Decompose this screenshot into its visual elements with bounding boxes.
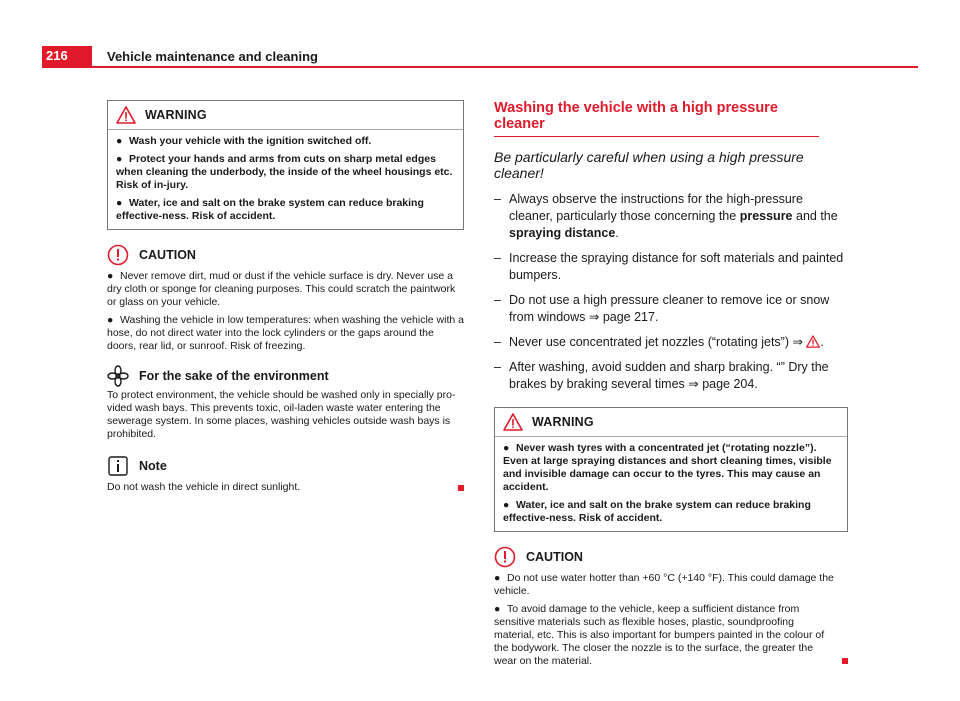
- environment-header: [107, 365, 464, 387]
- warning-body: [108, 130, 463, 229]
- caution-item: ● To avoid damage to the vehicle, keep a sufficient distance from sensitive materials such as flexible hoses, plastic, soundproofing material, etc. This is also important for bumpers painted in the colour of the bodywork. The closer the nozzle is to the surface, the greater the wear on the material.: [494, 603, 848, 668]
- caution-item: ● Do not use water hotter than +60 °C (+140 °F). This could damage the vehicle.: [494, 572, 834, 597]
- warning-item: ● Never wash tyres with a concentrated jet (“rotating nozzle”). Even at large spraying distances and short cleaning times, visible and invisible damage can occur to the tyres. This may cause an accident.: [503, 442, 832, 493]
- bullet: ●: [494, 603, 501, 615]
- right-column: [494, 100, 848, 673]
- caution-header: [107, 244, 464, 266]
- caution-title: CAUTION: [526, 550, 583, 564]
- instruction-step: – Increase the spraying distance for soft materials and painted bumpers.: [494, 251, 844, 282]
- warning-title: WARNING: [532, 415, 594, 429]
- warning-item: ● Wash your vehicle with the ignition switched off.: [116, 135, 372, 147]
- note-header: [107, 455, 464, 477]
- bullet: ●: [107, 314, 114, 326]
- warning-reference-icon[interactable]: [806, 335, 820, 348]
- section-subtitle: Be particularly careful when using a high pressure cleaner!: [494, 149, 804, 181]
- caution-icon: [107, 244, 129, 266]
- bullet: ●: [503, 442, 510, 454]
- caution-icon: [494, 546, 516, 568]
- bullet: ●: [107, 270, 114, 282]
- page-number: 216: [42, 46, 92, 66]
- caution-item: ● Washing the vehicle in low temperatures: when washing the vehicle with a hose, do not direct water into the lock cylinders or the gaps around the doors, rear lid, or sunroof. Risk of freezing.: [107, 314, 464, 352]
- warning-header: [495, 408, 847, 437]
- end-of-section-mark: [842, 658, 848, 664]
- header-rule: [42, 66, 918, 68]
- step-dash: –: [494, 251, 501, 265]
- instruction-step: – Do not use a high pressure cleaner to remove ice or snow from windows ⇒ page 217.: [494, 293, 830, 324]
- left-column: [107, 100, 464, 494]
- warning-title: WARNING: [145, 108, 207, 122]
- warning-item: ● Water, ice and salt on the brake system can reduce braking effective-ness. Risk of accident.: [503, 499, 811, 524]
- caution-title: CAUTION: [139, 248, 196, 262]
- step-dash: –: [494, 293, 501, 307]
- step-dash: –: [494, 335, 501, 349]
- note-text: Do not wash the vehicle in direct sunlight.: [107, 481, 301, 493]
- warning-header: [108, 101, 463, 130]
- warning-box: [107, 100, 464, 230]
- warning-body: [495, 437, 847, 531]
- caution-header: [494, 546, 848, 568]
- warning-item: ● Protect your hands and arms from cuts on sharp metal edges when cleaning the underbody, the inside of the wheel housings etc. Risk of in-jury.: [116, 153, 453, 191]
- note-title: Note: [139, 459, 167, 473]
- bullet: ●: [116, 135, 123, 147]
- instruction-step: – Never use concentrated jet nozzles (“rotating jets”) ⇒ .: [494, 335, 824, 349]
- section-title: Washing the vehicle with a high pressure cleaner: [494, 100, 819, 137]
- instruction-step: – After washing, avoid sudden and sharp braking. “” Dry the brakes by braking several times ⇒ page 204.: [494, 360, 829, 391]
- caution-body: [107, 270, 464, 353]
- bullet: ●: [116, 197, 123, 209]
- warning-triangle-icon: [503, 413, 523, 431]
- flower-icon: [107, 365, 129, 387]
- note-row: [107, 481, 464, 494]
- bullet: ●: [494, 572, 501, 584]
- step-dash: –: [494, 192, 501, 206]
- note-icon: [107, 455, 129, 477]
- caution-item: ● Never remove dirt, mud or dust if the vehicle surface is dry. Never use a dry cloth or sponge for cleaning purposes. This could scratch the paintwork or glass on your vehicle.: [107, 270, 456, 308]
- warning-item: ● Water, ice and salt on the brake system can reduce braking effective-ness. Risk of accident.: [116, 197, 424, 222]
- warning-triangle-icon: [116, 106, 136, 124]
- environment-title: For the sake of the environment: [139, 369, 329, 383]
- instruction-step: – Always observe the instructions for the high-pressure cleaner, particularly those concerning the pressure and the spraying distance.: [494, 192, 838, 240]
- step-dash: –: [494, 360, 501, 374]
- running-title: Vehicle maintenance and cleaning: [107, 49, 318, 64]
- bullet: ●: [116, 153, 123, 165]
- warning-box: [494, 407, 848, 532]
- environment-text: To protect environment, the vehicle should be washed only in specially pro-vided wash bays. This prevents toxic, oil-laden waste water entering the sewerage system. In some places, washing vehicles outside wash bays is prohibited.: [107, 389, 456, 440]
- bullet: ●: [503, 499, 510, 511]
- caution-body: [494, 572, 848, 668]
- end-of-section-mark: [458, 485, 464, 491]
